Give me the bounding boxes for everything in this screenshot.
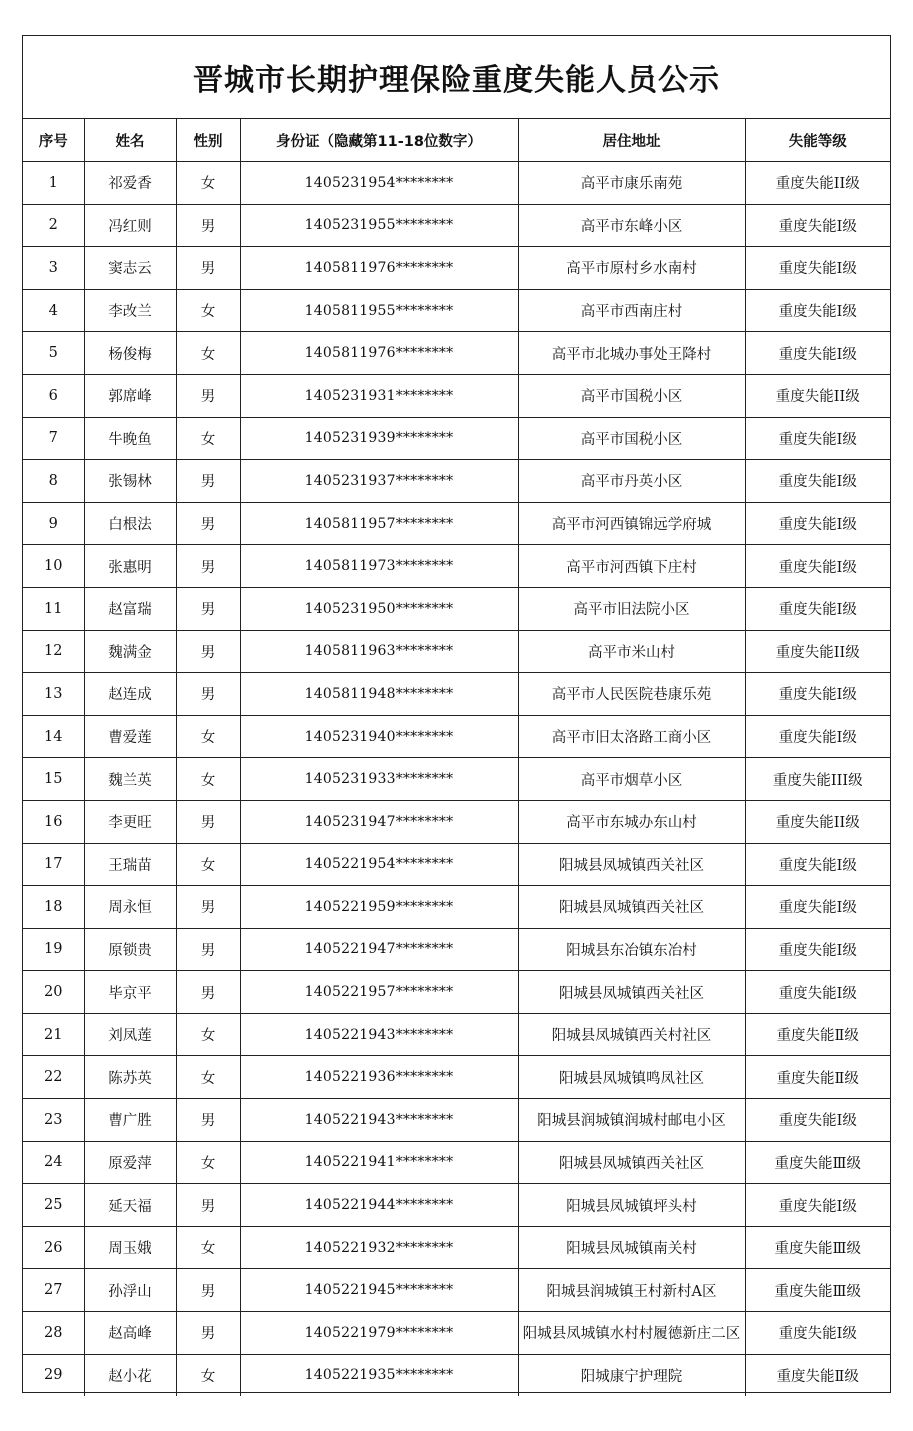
- cell-no: 3: [23, 247, 84, 290]
- cell-address: 高平市北城办事处王降村: [518, 332, 745, 375]
- cell-no: 14: [23, 715, 84, 758]
- cell-address: 阳城县凤城镇西关社区: [518, 1141, 745, 1184]
- cell-level: 重度失能I级: [745, 545, 890, 588]
- cell-gender: 女: [176, 1056, 240, 1099]
- cell-no: 29: [23, 1354, 84, 1396]
- cell-name: 毕京平: [84, 971, 176, 1014]
- cell-gender: 男: [176, 800, 240, 843]
- table-row: [23, 460, 890, 503]
- cell-no: 19: [23, 928, 84, 971]
- cell-name: 王瑞苗: [84, 843, 176, 886]
- cell-gender: 男: [176, 247, 240, 290]
- cell-level: 重度失能Ⅲ级: [745, 1269, 890, 1312]
- table-row: [23, 630, 890, 673]
- cell-name: 杨俊梅: [84, 332, 176, 375]
- cell-name: 原爱萍: [84, 1141, 176, 1184]
- cell-gender: 女: [176, 289, 240, 332]
- cell-id: 1405221979********: [240, 1312, 518, 1355]
- cell-name: 魏兰英: [84, 758, 176, 801]
- cell-no: 13: [23, 673, 84, 716]
- notice-table: [23, 119, 890, 1396]
- cell-gender: 女: [176, 758, 240, 801]
- cell-name: 陈苏英: [84, 1056, 176, 1099]
- cell-name: 曹广胜: [84, 1099, 176, 1142]
- cell-address: 阳城县凤城镇西关社区: [518, 971, 745, 1014]
- cell-id: 1405811976********: [240, 247, 518, 290]
- cell-no: 7: [23, 417, 84, 460]
- cell-level: 重度失能Ⅰ级: [745, 1099, 890, 1142]
- cell-name: 祁爱香: [84, 162, 176, 205]
- cell-id: 1405231931********: [240, 374, 518, 417]
- cell-address: 高平市国税小区: [518, 417, 745, 460]
- cell-address: 高平市米山村: [518, 630, 745, 673]
- table-row: [23, 502, 890, 545]
- cell-level: 重度失能Ⅱ级: [745, 1013, 890, 1056]
- cell-id: 1405231933********: [240, 758, 518, 801]
- cell-id: 1405221935********: [240, 1354, 518, 1396]
- table-row: [23, 545, 890, 588]
- table-row: [23, 1312, 890, 1355]
- cell-gender: 男: [176, 545, 240, 588]
- cell-id: 1405221944********: [240, 1184, 518, 1227]
- cell-id: 1405811973********: [240, 545, 518, 588]
- cell-no: 8: [23, 460, 84, 503]
- title-row: [23, 36, 890, 119]
- cell-level: 重度失能Ⅰ级: [745, 843, 890, 886]
- table-row: [23, 758, 890, 801]
- cell-gender: 男: [176, 1312, 240, 1355]
- cell-address: 高平市河西镇锦远学府城: [518, 502, 745, 545]
- cell-level: 重度失能Ⅱ级: [745, 1354, 890, 1396]
- cell-no: 2: [23, 204, 84, 247]
- cell-address: 阳城县东冶镇东冶村: [518, 928, 745, 971]
- cell-level: 重度失能I级: [745, 715, 890, 758]
- table-row: [23, 1056, 890, 1099]
- cell-gender: 男: [176, 630, 240, 673]
- cell-name: 周永恒: [84, 886, 176, 929]
- cell-name: 张锡林: [84, 460, 176, 503]
- table-row: [23, 1354, 890, 1396]
- cell-address: 阳城县凤城镇西关社区: [518, 886, 745, 929]
- cell-level: 重度失能I级: [745, 417, 890, 460]
- cell-address: 阳城县凤城镇鸣凤社区: [518, 1056, 745, 1099]
- cell-id: 1405231947********: [240, 800, 518, 843]
- cell-id: 1405231937********: [240, 460, 518, 503]
- cell-name: 延天福: [84, 1184, 176, 1227]
- cell-id: 1405811963********: [240, 630, 518, 673]
- cell-id: 1405221945********: [240, 1269, 518, 1312]
- table-row: [23, 417, 890, 460]
- cell-id: 1405811976********: [240, 332, 518, 375]
- cell-no: 6: [23, 374, 84, 417]
- cell-id: 1405811948********: [240, 673, 518, 716]
- cell-address: 高平市原村乡水南村: [518, 247, 745, 290]
- table-row: [23, 1269, 890, 1312]
- cell-address: 高平市旧法院小区: [518, 587, 745, 630]
- table-row: [23, 247, 890, 290]
- header-name: 姓名: [84, 119, 176, 162]
- cell-name: 原锁贵: [84, 928, 176, 971]
- cell-address: 高平市东城办东山村: [518, 800, 745, 843]
- table-row: [23, 886, 890, 929]
- cell-gender: 男: [176, 502, 240, 545]
- cell-gender: 男: [176, 374, 240, 417]
- cell-id: 1405221932********: [240, 1226, 518, 1269]
- cell-level: 重度失能Ⅰ级: [745, 1184, 890, 1227]
- cell-gender: 女: [176, 715, 240, 758]
- cell-level: 重度失能I级: [745, 673, 890, 716]
- cell-address: 高平市人民医院巷康乐苑: [518, 673, 745, 716]
- cell-no: 10: [23, 545, 84, 588]
- cell-address: 高平市河西镇下庄村: [518, 545, 745, 588]
- cell-address: 高平市西南庄村: [518, 289, 745, 332]
- cell-level: 重度失能Ⅱ级: [745, 1056, 890, 1099]
- cell-no: 25: [23, 1184, 84, 1227]
- table-row: [23, 1226, 890, 1269]
- cell-address: 高平市旧太洛路工商小区: [518, 715, 745, 758]
- cell-no: 22: [23, 1056, 84, 1099]
- cell-gender: 男: [176, 886, 240, 929]
- cell-id: 1405811957********: [240, 502, 518, 545]
- page-title: 晋城市长期护理保险重度失能人员公示: [193, 63, 720, 98]
- cell-no: 16: [23, 800, 84, 843]
- cell-address: 高平市丹英小区: [518, 460, 745, 503]
- table-row: [23, 204, 890, 247]
- cell-no: 20: [23, 971, 84, 1014]
- table-row: [23, 587, 890, 630]
- header-row: [23, 119, 890, 162]
- cell-gender: 男: [176, 204, 240, 247]
- header-address: 居住地址: [518, 119, 745, 162]
- cell-level: 重度失能I级: [745, 289, 890, 332]
- cell-address: 高平市康乐南苑: [518, 162, 745, 205]
- cell-address: 阳城康宁护理院: [518, 1354, 745, 1396]
- cell-address: 阳城县润城镇润城村邮电小区: [518, 1099, 745, 1142]
- cell-name: 张惠明: [84, 545, 176, 588]
- cell-id: 1405221943********: [240, 1099, 518, 1142]
- cell-gender: 男: [176, 971, 240, 1014]
- cell-name: 赵连成: [84, 673, 176, 716]
- cell-gender: 女: [176, 843, 240, 886]
- cell-level: 重度失能I级: [745, 332, 890, 375]
- cell-name: 窦志云: [84, 247, 176, 290]
- table-row: [23, 374, 890, 417]
- cell-no: 1: [23, 162, 84, 205]
- cell-level: 重度失能I级: [745, 204, 890, 247]
- cell-name: 白根法: [84, 502, 176, 545]
- cell-address: 阳城县凤城镇坪头村: [518, 1184, 745, 1227]
- cell-id: 1405221959********: [240, 886, 518, 929]
- cell-id: 1405231955********: [240, 204, 518, 247]
- notice-sheet: [22, 35, 891, 1393]
- table-row: [23, 715, 890, 758]
- cell-id: 1405221954********: [240, 843, 518, 886]
- cell-address: 阳城县润城镇王村新村A区: [518, 1269, 745, 1312]
- table-row: [23, 1013, 890, 1056]
- cell-id: 1405231939********: [240, 417, 518, 460]
- cell-no: 12: [23, 630, 84, 673]
- cell-name: 赵小花: [84, 1354, 176, 1396]
- table-row: [23, 843, 890, 886]
- cell-no: 5: [23, 332, 84, 375]
- table-row: [23, 673, 890, 716]
- cell-gender: 男: [176, 460, 240, 503]
- cell-gender: 男: [176, 587, 240, 630]
- table-row: [23, 1141, 890, 1184]
- table-row: [23, 332, 890, 375]
- table-body: [23, 162, 890, 1397]
- cell-id: 1405221943********: [240, 1013, 518, 1056]
- cell-name: 赵富瑞: [84, 587, 176, 630]
- cell-no: 28: [23, 1312, 84, 1355]
- table-row: [23, 1184, 890, 1227]
- cell-level: 重度失能II级: [745, 162, 890, 205]
- cell-level: 重度失能I级: [745, 502, 890, 545]
- cell-no: 27: [23, 1269, 84, 1312]
- cell-level: 重度失能I级: [745, 460, 890, 503]
- cell-gender: 女: [176, 417, 240, 460]
- cell-id: 1405221941********: [240, 1141, 518, 1184]
- cell-name: 牛晚鱼: [84, 417, 176, 460]
- cell-name: 周玉娥: [84, 1226, 176, 1269]
- cell-id: 1405221947********: [240, 928, 518, 971]
- cell-address: 阳城县凤城镇西关村社区: [518, 1013, 745, 1056]
- cell-id: 1405231954********: [240, 162, 518, 205]
- cell-gender: 男: [176, 1099, 240, 1142]
- cell-level: 重度失能Ⅰ级: [745, 886, 890, 929]
- cell-level: 重度失能Ⅲ级: [745, 1226, 890, 1269]
- cell-no: 17: [23, 843, 84, 886]
- cell-id: 1405221957********: [240, 971, 518, 1014]
- cell-id: 1405221936********: [240, 1056, 518, 1099]
- cell-level: 重度失能Ⅲ级: [745, 1141, 890, 1184]
- table-row: [23, 928, 890, 971]
- cell-address: 高平市烟草小区: [518, 758, 745, 801]
- cell-id: 1405231940********: [240, 715, 518, 758]
- cell-name: 刘凤莲: [84, 1013, 176, 1056]
- cell-gender: 女: [176, 1354, 240, 1396]
- cell-no: 4: [23, 289, 84, 332]
- cell-no: 23: [23, 1099, 84, 1142]
- cell-address: 阳城县凤城镇西关社区: [518, 843, 745, 886]
- cell-level: 重度失能Ⅰ级: [745, 928, 890, 971]
- cell-level: 重度失能III级: [745, 758, 890, 801]
- table-row: [23, 1099, 890, 1142]
- cell-gender: 女: [176, 1141, 240, 1184]
- cell-level: 重度失能II级: [745, 800, 890, 843]
- cell-no: 24: [23, 1141, 84, 1184]
- cell-gender: 女: [176, 1013, 240, 1056]
- cell-name: 李改兰: [84, 289, 176, 332]
- cell-address: 阳城县凤城镇水村村履德新庄二区: [518, 1312, 745, 1355]
- cell-gender: 女: [176, 332, 240, 375]
- table-row: [23, 289, 890, 332]
- cell-no: 11: [23, 587, 84, 630]
- cell-address: 高平市东峰小区: [518, 204, 745, 247]
- cell-level: 重度失能Ⅰ级: [745, 1312, 890, 1355]
- cell-gender: 男: [176, 1184, 240, 1227]
- cell-level: 重度失能I级: [745, 587, 890, 630]
- header-no: 序号: [23, 119, 84, 162]
- table-row: [23, 162, 890, 205]
- cell-no: 18: [23, 886, 84, 929]
- header-gender: 性别: [176, 119, 240, 162]
- cell-name: 赵高峰: [84, 1312, 176, 1355]
- cell-name: 郭席峰: [84, 374, 176, 417]
- cell-level: 重度失能Ⅰ级: [745, 971, 890, 1014]
- cell-name: 李更旺: [84, 800, 176, 843]
- table-row: [23, 800, 890, 843]
- cell-name: 魏满金: [84, 630, 176, 673]
- header-id: 身份证（隐藏第11-18位数字）: [240, 119, 518, 162]
- cell-gender: 男: [176, 928, 240, 971]
- cell-name: 孙浮山: [84, 1269, 176, 1312]
- cell-level: 重度失能I级: [745, 247, 890, 290]
- cell-id: 1405231950********: [240, 587, 518, 630]
- cell-address: 阳城县凤城镇南关村: [518, 1226, 745, 1269]
- cell-gender: 女: [176, 1226, 240, 1269]
- cell-no: 21: [23, 1013, 84, 1056]
- cell-name: 冯红则: [84, 204, 176, 247]
- cell-id: 1405811955********: [240, 289, 518, 332]
- cell-no: 26: [23, 1226, 84, 1269]
- cell-address: 高平市国税小区: [518, 374, 745, 417]
- header-level: 失能等级: [745, 119, 890, 162]
- cell-gender: 女: [176, 162, 240, 205]
- table-row: [23, 971, 890, 1014]
- cell-level: 重度失能II级: [745, 374, 890, 417]
- cell-gender: 男: [176, 673, 240, 716]
- cell-level: 重度失能II级: [745, 630, 890, 673]
- cell-gender: 男: [176, 1269, 240, 1312]
- cell-name: 曹爱莲: [84, 715, 176, 758]
- cell-no: 15: [23, 758, 84, 801]
- cell-no: 9: [23, 502, 84, 545]
